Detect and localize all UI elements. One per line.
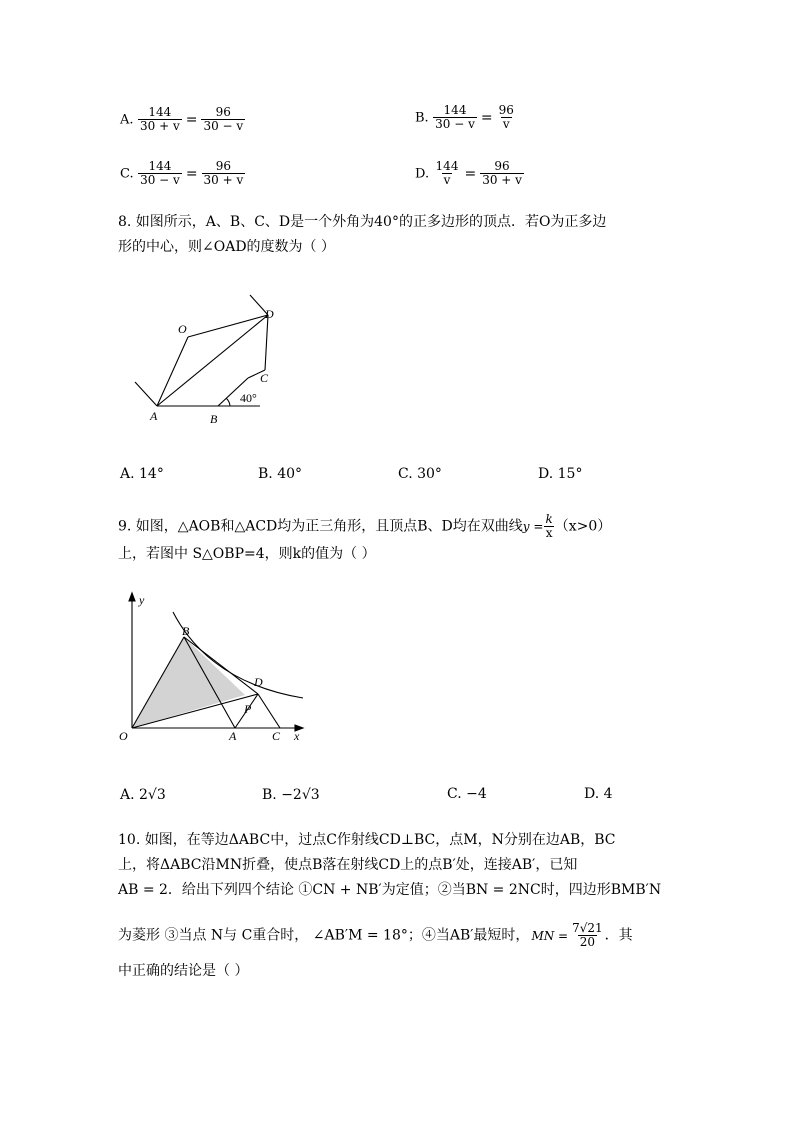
label-a: A (229, 729, 237, 743)
q9-option-b[interactable]: B. −2√3 (262, 787, 320, 803)
q8-option-d[interactable]: D. 15° (538, 466, 583, 482)
fraction: $\frac{144}{v}$ (435, 159, 459, 187)
segment-od (188, 315, 268, 337)
q9-option-c[interactable]: C. −4 (447, 786, 487, 802)
extension-line-a (135, 382, 157, 406)
q8-option-a[interactable]: A. 14° (120, 466, 164, 482)
label-b: B (182, 624, 190, 638)
q7-option-d[interactable]: D. $\frac{144}{v}$ = $\frac{96}{30 + v}$ (415, 159, 522, 187)
label-p: P (244, 702, 252, 716)
fraction: $\frac{144}{30 - v}$ (435, 103, 475, 131)
fraction: $\frac{96}{30 + v}$ (482, 159, 522, 187)
segment-cd (265, 315, 268, 370)
q9-option-d[interactable]: D. 4 (584, 786, 613, 802)
q8-stem-line2: 形的中心，则∠OAD的度数为（ ） (118, 239, 335, 255)
label-a: A (150, 409, 158, 423)
fraction: $\frac{96}{v}$ (498, 103, 514, 131)
q9-option-a[interactable]: A. 2√3 (120, 787, 166, 803)
q7-option-b[interactable]: B. $\frac{144}{30 - v}$ = $\frac{96}{v}$ (415, 103, 514, 131)
segment-dc (258, 694, 280, 728)
q7-option-a[interactable]: A. $\frac{144}{30 + v}$ = $\frac{96}{30 - v}$ (120, 105, 244, 133)
angle-arc (226, 398, 230, 406)
label-y: y (139, 593, 145, 607)
q8-figure (120, 285, 300, 430)
label-o: O (119, 729, 128, 743)
q8-option-c[interactable]: C. 30° (398, 466, 442, 482)
q8-option-b[interactable]: B. 40° (258, 466, 303, 482)
label-d: D (265, 307, 274, 321)
label-x: x (294, 729, 300, 743)
fraction: $\frac{k}{x}$ (545, 512, 553, 540)
angle-label: 40° (240, 391, 257, 405)
label-c: C (260, 371, 269, 385)
q8-stem-line1: 8. 如图所示，A、B、C、D是一个外角为40°的正多边形的顶点．若O为正多边 (118, 214, 607, 230)
q10-stem-line4: 为菱形 ③当点 N与 C重合时， ∠AB′M = 18°；④当AB′最短时， MN = $\frac{7√21}{20}$ ．其 (118, 921, 633, 949)
q7-option-c[interactable]: C. $\frac{144}{30 - v}$ = $\frac{96}{30 + v}$ (120, 159, 244, 187)
fraction: $\frac{144}{30 + v}$ (139, 105, 180, 133)
label-b: B (210, 412, 218, 426)
y-axis-arrow (129, 593, 135, 601)
q10-stem-line5: 中正确的结论是（ ） (118, 963, 249, 979)
fraction: $\frac{144}{30 - v}$ (140, 159, 180, 187)
fraction: $\frac{7√21}{20}$ (572, 921, 603, 949)
label-o: O (178, 322, 187, 336)
shaded-triangle-obp (132, 637, 245, 728)
label-c: C (272, 729, 281, 743)
q10-stem-line3: AB = 2．给出下列四个结论 ①CN + NB′为定值；②当BN = 2NC时，四边形BMB′N (118, 882, 662, 898)
q9-figure (115, 590, 310, 745)
label-d: D (254, 675, 263, 689)
q9-stem-line1: 9. 如图，△AOB和△ACD均为正三角形，且顶点B、D均在双曲线y = $\frac{k}{x}$ （x>0） (118, 512, 612, 540)
q9-stem-line2: 上，若图中 S△OBP=4，则k的值为（ ） (118, 546, 376, 562)
q10-stem-line1: 10. 如图，在等边ΔABC中，过点C作射线CD⊥BC，点M，N分别在边AB，BC (118, 832, 616, 848)
fraction: $\frac{96}{30 + v}$ (203, 159, 244, 187)
fraction: $\frac{96}{30 - v}$ (203, 105, 244, 133)
q10-stem-line2: 上，将ΔABC沿MN折叠，使点B落在射线CD上的点B′处，连接AB′，已知 (118, 857, 578, 873)
segment-ao (157, 337, 188, 406)
